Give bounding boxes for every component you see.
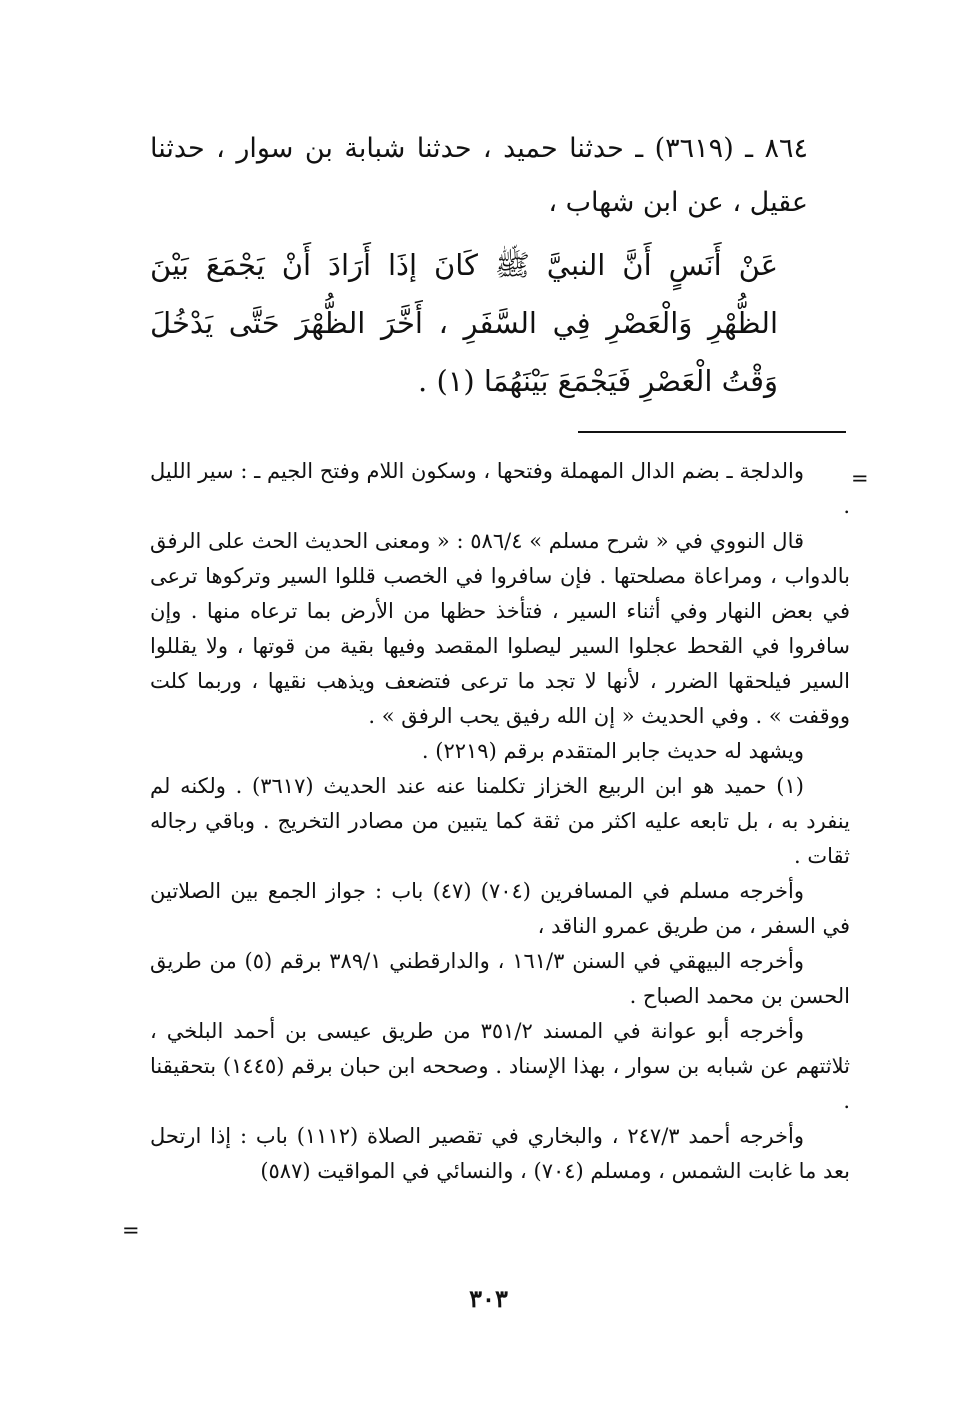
footnote-paragraph: وأخرجه أبو عوانة في المسند ٣٥١/٢ من طريق عيسى بن أحمد البلخي ، ثلاثتهم عن شبابه بن سوار ، بهذا الإسناد . وصححه ابن حبان برقم (١٤٤٥) بتحقيقنا . xyxy=(150,1019,850,1113)
footnote-continuation-mark-start: = xyxy=(851,466,869,490)
footnote-paragraph: والدلجة ـ بضم الدال المهملة وفتحها ، وسكون اللام وفتح الجيم ـ : سير الليل . xyxy=(150,459,850,518)
hadith-header xyxy=(150,122,850,230)
footnote-paragraph: ويشهد له حديث جابر المتقدم برقم (٢٢١٩) . xyxy=(421,739,804,763)
hadith-isnad: ٨٦٤ ـ (٣٦١٩) ـ حدثنا حميد ، حدثنا شبابة بن سوار ، حدثنا عقيل ، عن ابن شهاب ، xyxy=(150,133,808,218)
footnote-paragraph: وأخرجه البيهقي في السنن ١٦١/٣ ، والدارقطني ٣٨٩/١ برقم (٥) من طريق الحسن بن محمد الصباح . xyxy=(150,949,850,1008)
footnote-paragraph: وأخرجه أحمد ٢٤٧/٣ ، والبخاري في تقصير الصلاة (١١١٢) باب : إذا ارتحل بعد ما غابت الشمس ، ومسلم (٧٠٤) ، والنسائي في المواقيت (٥٨٧) xyxy=(150,1124,850,1183)
footnote-paragraph: (١) حميد هو ابن الربيع الخزاز تكلمنا عنه عند الحديث (٣٦١٧) . ولكنه لم ينفرد به ، بل تابعه عليه اكثر من ثقة كما يتبين من مصادر التخريج . وباقي رجاله ثقات . xyxy=(150,774,850,868)
footnote-continuation-mark-end: = xyxy=(122,1218,140,1242)
footnote-separator xyxy=(578,431,846,433)
footnotes xyxy=(150,454,850,1189)
footnote-paragraph: وأخرجه مسلم في المسافرين (٧٠٤) (٤٧) باب : جواز الجمع بين الصلاتين في السفر ، من طريق عمرو الناقد ، xyxy=(150,879,850,938)
footnote-paragraph: قال النووي في « شرح مسلم » ٥٨٦/٤ : « ومعنى الحديث الحث على الرفق بالدواب ، ومراعاة مصلحتها . فإن سافروا في الخصب قللوا السير وتركوها ترعى في بعض النهار وفي أثناء السير ، فتأخذ حظها من الأرض بما ترعاه منها . وإن سافروا في القحط عجلوا السير ليصلوا المقصد وفيها بقية من قوتها ، ولا يقللوا السير فيلحقها الضرر ، لأنها لا تجد ما ترعى فتضعف ويذهب نقيها ، وربما كلت ووقفت » . وفي الحديث « إن الله رفيق يحب الرفق » . xyxy=(150,529,850,728)
hadith-matn-text: عَنْ أَنَسٍ أَنَّ النبيَّ ﷺ كَانَ إذَا أَرَادَ أَنْ يَجْمَعَ بَيْنَ الظُّهْرِ وَالْعَصْرِ فِي السَّفَرِ ، أَخَّرَ الظُّهْرَ حَتَّى يَدْخُلَ وَقْتُ الْعَصْرِ فَيَجْمَعَ بَيْنَهُمَا (١) . xyxy=(150,248,778,398)
page-number: ٣٠٣ xyxy=(469,1284,508,1313)
hadith-matn xyxy=(150,236,850,410)
